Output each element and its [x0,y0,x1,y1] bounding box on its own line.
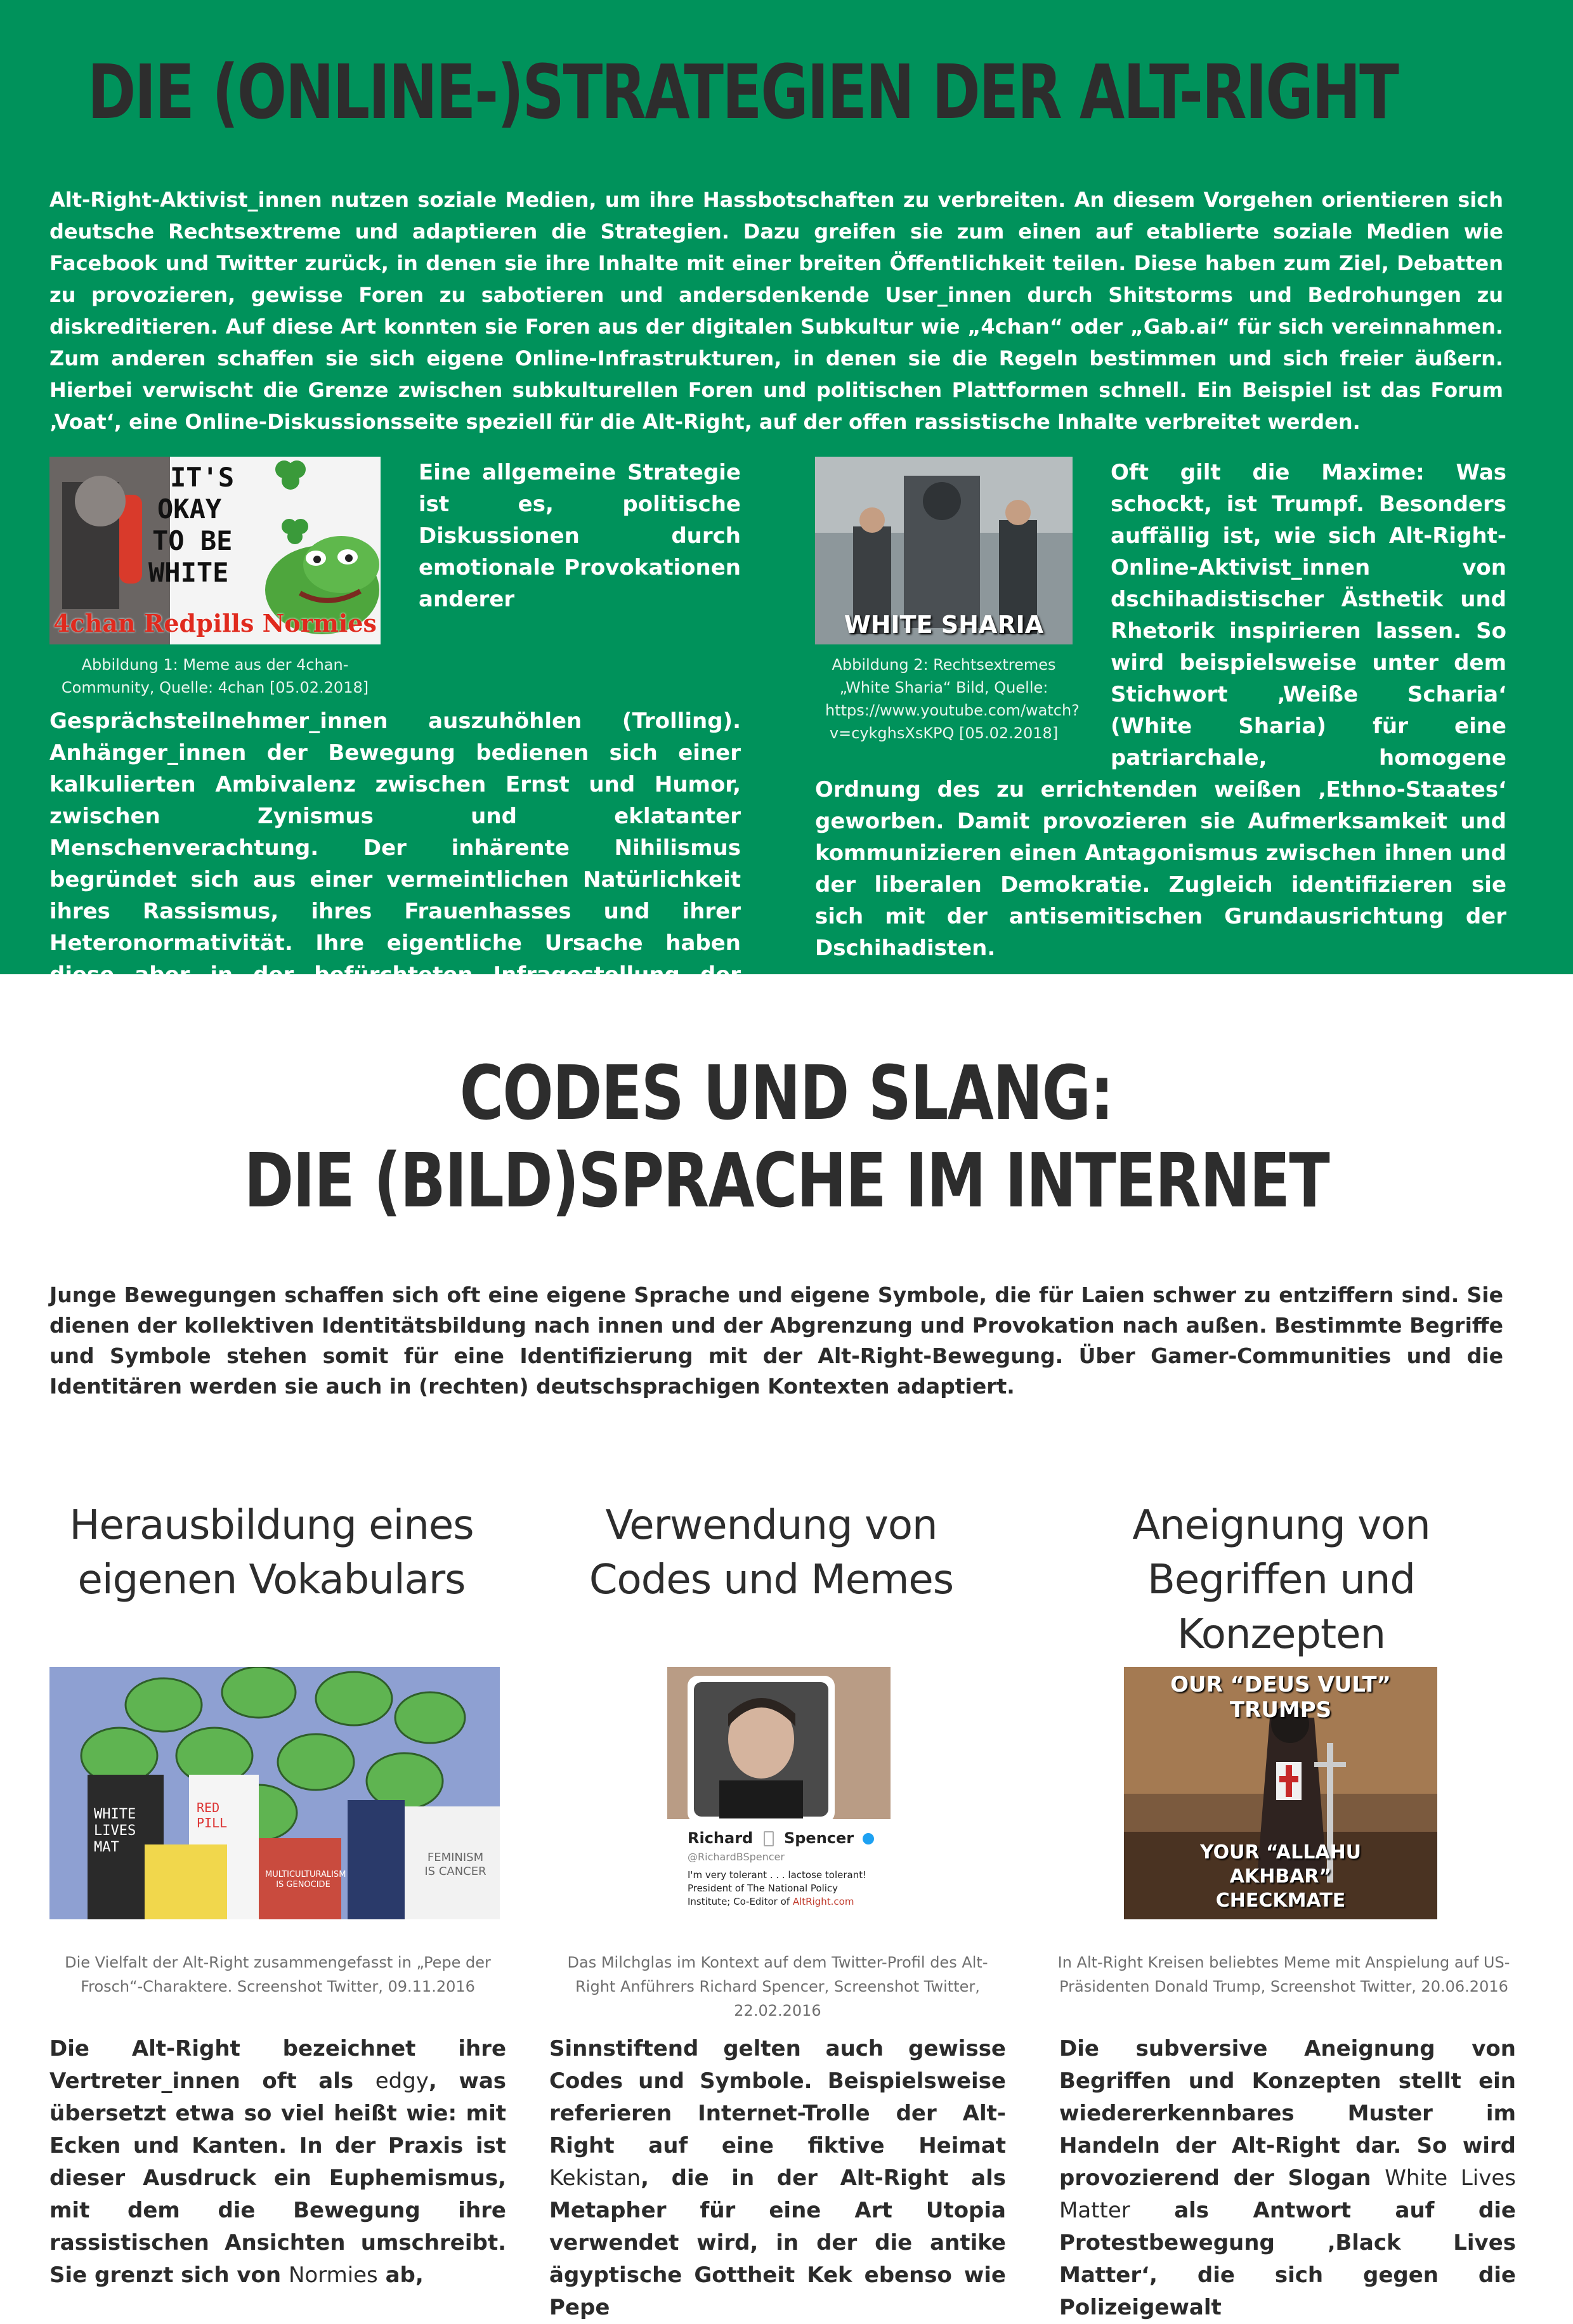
column-2-heading: Verwendung von Codes und Memes [589,1502,954,1603]
pepe-text-feminism: FEMINISM IS CANCER [424,1851,486,1878]
term-white-lives-matter: White Lives Matter [1059,2165,1516,2223]
strategies-intro: Alt-Right-Aktivist_innen nutzen soziale Medien, um ihre Hassbotschaften zu verbreiten. An diesem Vorgehen orientieren sich deutsche Rechtsextreme und adaptieren die Strategien. Dazu greifen sie zum einen auf etablierte soziale Medien wie Facebook und Twitter zurück, in denen sie ihre Inhalte mit einer breiten Öffentlichkeit teilen. Diese haben zum Ziel, Debatten zu provozieren, gewisse Foren zu sabotieren und andersdenkende User_innen durch Shitstorms und Bedrohungen zu diskreditieren. Auf diese Art konnten sie Foren aus der digitalen Subkultur wie „4chan“ oder „Gab.ai“ für sich vereinnahmen. Zum anderen schaffen sie sich eigene Online-Infrastrukturen, in denen sie die Regeln bestimmen und sich freier äußern. Hierbei verwischt die Grenze zwischen subkulturellen Foren und politischen Plattformen schnell. Ein Beispiel ist das Forum ‚Voat‘, eine Online-Diskussionsseite speziell für die Alt-Right, auf der offen rassistische Inhalte verbreitet werden. [49,188,1503,434]
figure-1-caption: Abbildung 1: Meme aus der 4chan-Community, Quelle: 4chan [05.02.2018] [61,656,369,696]
column-3-text-part: Die subversive Aneignung von Begriffen und Konzepten stellt ein wiedererkennbares Muster im Handeln der Alt-Right dar. So wird provozierend der Slogan [1059,2036,1516,2191]
column-1-heading: Herausbildung eines eigenen Vokabulars [69,1502,474,1603]
profile-handle: @RichardBSpencer [688,1851,785,1863]
profile-bio [688,1869,878,1909]
pepe-text-red-pill: RED PILL [197,1800,228,1831]
pepe-text-multiculturalism: MULTICULTURALISM IS GENOCIDE [265,1870,346,1890]
column-1-text-part: Die Alt-Right bezeichnet ihre Vertreter_innen oft als [49,2036,506,2094]
profile-name [688,1829,874,1847]
column-3-caption: In Alt-Right Kreisen beliebtes Meme mit Anspielung auf US-Präsidenten Donald Trump, Screenshot Twitter, 20.06.2016 [1057,1954,1510,1995]
meme-4chan-banner: 4chan Redpills Normies [53,609,377,637]
column-1-text-part: ab, [377,2262,424,2288]
column-3-heading: Aneignung von Begriffen und Konzepten [1132,1502,1430,1658]
section-title-strategies: DIE (ONLINE-)STRATEGIEN DER ALT-RIGHT [88,48,1398,136]
strategies-left-column [49,457,741,1054]
codes-title-line-1: CODES UND SLANG: [460,1049,1113,1137]
meme-4chan-text [148,462,235,589]
meme-image-4chan [49,457,381,644]
figure-2 [815,457,1080,745]
meme-text-line: OKAY [157,493,222,525]
column-2-text-part: , die in der Alt-Right als Metapher für eine Art Utopia verwendet wird, in der die antike ägyptische Gottheit Kek ebenso wie Pepe [549,2165,1006,2320]
profile-avatar [688,1676,835,1823]
meme-top-text: OUR “DEUS VULT” TRUMPS [1170,1672,1391,1723]
strategies-right-text: Oft gilt die Maxime: Was schockt, ist Trumpf. Besonders auffällig ist, wie sich Alt-Right-Online-Aktivist_innen von dschihadistischer Ästhetik und Rhetorik inspirieren lassen. So wird beispielsweise unter dem Stichwort ‚Weiße Scharia‘ (White Sharia) für eine patriarchale, homogene Ordnung des zu errichtenden weißen ‚Ethno-Staates‘ geworben. Damit provozieren sie Aufmerksamkeit und kommunizieren einen Antagonismus zwischen ihnen und der liberalen Demokratie. Zugleich identifizieren sie sich mit der antisemitischen Grundausrichtung der Dschihadisten. [815,460,1506,961]
codes-title-line-2: DIE (BILD)SPRACHE IM INTERNET [244,1137,1329,1224]
milk-glass-icon [764,1831,774,1846]
strategies-right-column [815,457,1506,964]
section-title-codes-line2 [0,1137,1573,1224]
profile-last-name: Spencer [783,1829,854,1847]
codes-intro: Junge Bewegungen schaffen sich oft eine eigene Sprache und eigene Symbole, die für Laien schwer zu entziffern sind. Sie dienen der kollektiven Identitätsbildung nach innen und der Abgrenzung und Provokation nach außen. Bestimmte Begriffe und Symbole stehen somit für eine Identifizierung mit der Alt-Right-Bewegung. Über Gamer-Communities und die Identitären werden sie auch in (rechten) deutschsprachigen Kontexten adaptiert. [49,1283,1503,1399]
column-1-caption: Die Vielfalt der Alt-Right zusammengefasst in „Pepe der Frosch“-Charaktere. Screenshot Twitter, 09.11.2016 [65,1954,491,1995]
figure-2-caption: Abbildung 2: Rechtsextremes „White Sharia“ Bild, Quelle: https://www.youtube.com/watch?v=cykghsXsKPQ [05.02.2018] [825,656,1080,742]
white-sharia-label: WHITE SHARIA [844,611,1044,639]
white-sharia-image [815,457,1073,644]
term-edgy: edgy [375,2068,429,2094]
term-kekistan: Kekistan [549,2165,641,2191]
term-normies: Normies [288,2262,378,2288]
figure-1 [49,457,381,699]
meme-text-line: WHITE [148,557,229,588]
meme-text-line: IT'S [170,462,235,493]
pepe-text-white-lives: WHITE LIVES MAT [94,1806,136,1855]
column-1-text-part: , was übersetzt etwa so viel heißt wie: mit Ecken und Kanten. In der Praxis ist dieser Ausdruck ein Euphemismus, mit dem die Bewegung ihre rassistischen Ansichten umschreibt. Sie grenzt sich von [49,2068,506,2288]
meme-text-line: TO BE [152,525,233,556]
section-title-codes [0,1049,1573,1137]
verified-icon [863,1833,874,1844]
column-1-text [49,2033,506,2292]
column-3-text [1059,2033,1516,2324]
strategies-left-text: Eine allgemeine Strategie ist es, politische Diskussionen durch emotionale Provokationen anderer Gesprächsteilnehmer_innen auszuhöhlen (Trolling). Anhänger_innen der Bewegung bedienen sich einer kalkulierten Ambivalenz zwischen Ernst und Humor, zwischen Zynismus und eklatanter Menschenverachtung. Der inhärente Nihilismus begründet sich aus einer vermeintlichen Natürlichkeit ihres Rassismus, ihres Frauenhasses und ihrer Heteronormativität. Ihre eigentliche Ursache haben diese aber in der befürchteten Infragestellung der privilegierten Position als weiße mittelständische Männer. [49,460,741,1051]
profile-bio-link: AltRight.com [792,1896,854,1907]
column-3-text-part: als Antwort auf die Protestbewegung ‚Black Lives Matter‘, die sich gegen die Polizeigewalt [1059,2198,1516,2320]
twitter-profile-image [667,1667,891,1919]
deus-vult-meme-image [1124,1667,1437,1919]
meme-bottom-text: YOUR “ALLAHU AKHBAR” CHECKMATE [1199,1841,1362,1912]
profile-first-name: Richard [688,1829,754,1847]
profile-bio-text: I'm very tolerant . . . lactose tolerant! President of The National Policy Institute; Co-Editor of [688,1869,867,1907]
column-2-text-part: Sinnstiftend gelten auch gewisse Codes und Symbole. Beispielsweise referieren Internet-Trolle der Alt-Right auf eine fiktive Heimat [549,2036,1006,2158]
column-2-text [549,2033,1006,2324]
pepe-characters-image [49,1667,500,1919]
column-2-caption: Das Milchglas im Kontext auf dem Twitter-Profil des Alt-Right Anführers Richard Spencer, Screenshot Twitter, 22.02.2016 [567,1954,988,2020]
